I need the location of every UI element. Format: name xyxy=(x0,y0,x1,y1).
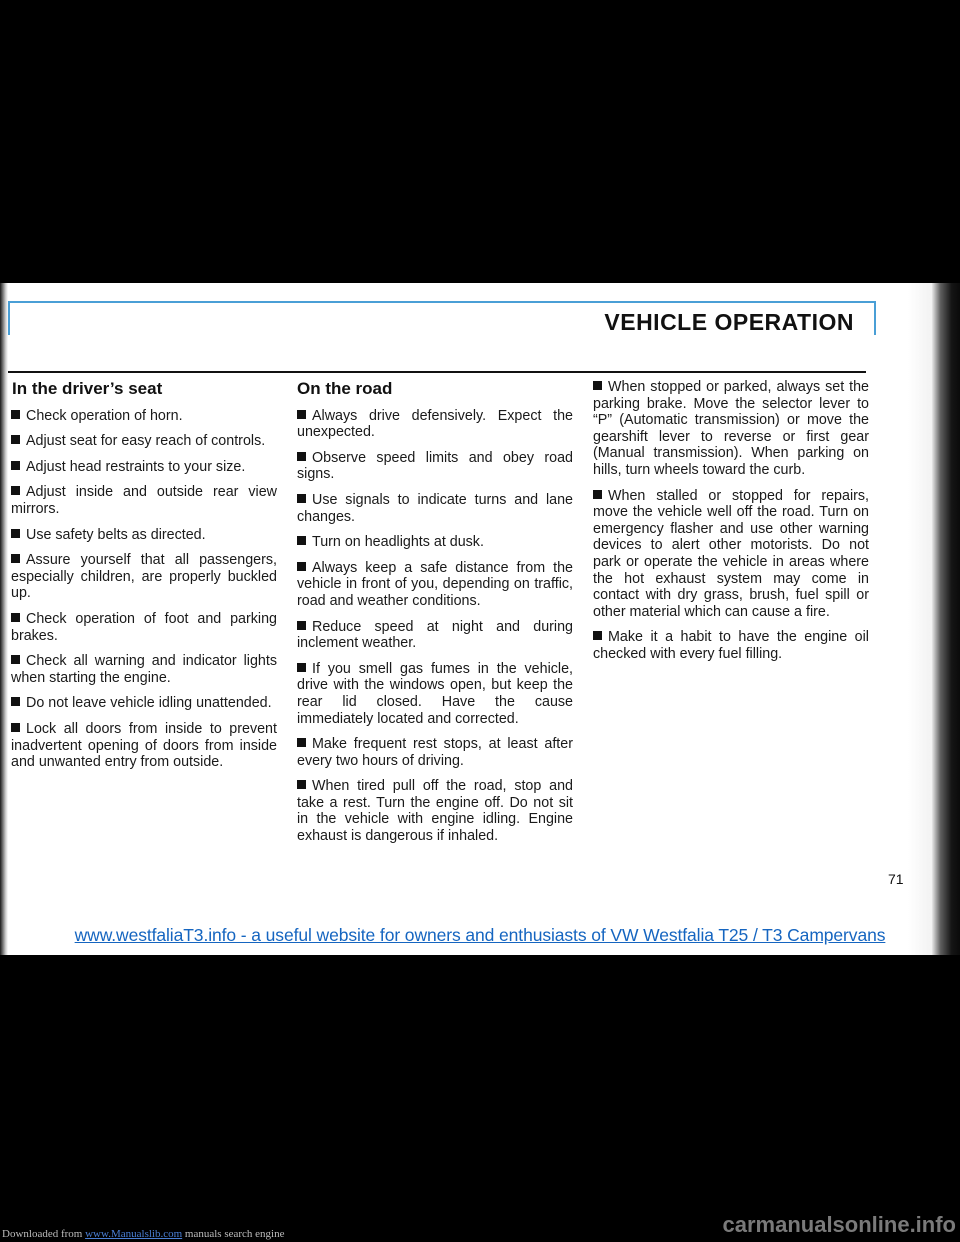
list-item-text: Use safety belts as directed. xyxy=(26,526,206,543)
section-title: VEHICLE OPERATION xyxy=(604,309,854,335)
list-item-text: Observe speed limits and obey road signs. xyxy=(297,449,573,483)
list-item xyxy=(593,488,869,621)
list-item-text: When tired pull off the road, stop and take a rest. Turn the engine off. Do not sit in the vehicle with engine idling. Engine exhaust is dangerous if inhaled. xyxy=(297,778,573,845)
list-item-text: Make frequent rest stops, at least after every two hours of driving. xyxy=(297,736,573,769)
square-bullet-icon xyxy=(297,410,306,419)
top-black-margin xyxy=(0,0,960,283)
square-bullet-icon xyxy=(297,621,306,630)
list-item-text: Always keep a safe distance from the vehicle in front of you, depending on traffic, road and weather conditions. xyxy=(297,559,573,609)
list-item xyxy=(297,408,573,441)
list-item-text: When stalled or stopped for repairs, move the vehicle well off the road. Turn on emergency flasher and use other warning devices to alert other motorists. Do not park or operate the vehicle in areas where the hot exhaust system may come in contact with dry grass, brush, fuel spill or other material which can cause a fire. xyxy=(593,487,869,620)
list-item-text: Turn on headlights at dusk. xyxy=(312,534,484,551)
checklist xyxy=(593,379,869,663)
square-bullet-icon xyxy=(11,435,20,444)
checklist xyxy=(8,408,277,771)
list-item-text: Always drive defensively. Expect the unexpected. xyxy=(297,407,573,441)
list-item-text: Lock all doors from inside to prevent inadvertent opening of doors from inside and unwanted entry from outside. xyxy=(11,720,277,771)
list-item xyxy=(8,459,277,476)
square-bullet-icon xyxy=(297,738,306,747)
square-bullet-icon xyxy=(11,697,20,706)
square-bullet-icon xyxy=(11,613,20,622)
list-item-text: If you smell gas fumes in the vehicle, drive with the windows open, but keep the rear lid closed. Have the cause immediately located and corrected. xyxy=(297,660,573,727)
list-item-text: Make it a habit to have the engine oil checked with every fuel filling. xyxy=(593,629,869,662)
list-item-text: Adjust head restraints to your size. xyxy=(26,458,246,475)
list-item xyxy=(8,433,277,450)
list-item-text: Adjust seat for easy reach of controls. xyxy=(26,433,266,450)
download-suffix: manuals search engine xyxy=(182,1228,285,1240)
list-item xyxy=(593,379,869,479)
square-bullet-icon xyxy=(297,536,306,545)
list-item xyxy=(297,450,573,483)
square-bullet-icon xyxy=(593,381,602,390)
list-item-text: Check operation of horn. xyxy=(26,407,183,424)
square-bullet-icon xyxy=(11,554,20,563)
square-bullet-icon xyxy=(297,452,306,461)
list-item xyxy=(297,534,573,551)
column-drivers-seat xyxy=(8,379,277,780)
list-item xyxy=(8,408,277,425)
square-bullet-icon xyxy=(593,631,602,640)
download-prefix: Downloaded from xyxy=(2,1228,86,1240)
square-bullet-icon xyxy=(297,562,306,571)
list-item xyxy=(8,552,277,602)
list-item xyxy=(8,527,277,544)
list-item xyxy=(297,661,573,727)
list-item-text: Check operation of foot and parking brakes. xyxy=(11,610,277,644)
brand-watermark: carmanualsonline.info xyxy=(722,1212,956,1237)
column-parking-and-stops xyxy=(593,379,869,672)
page-binding-edge xyxy=(932,283,960,955)
square-bullet-icon xyxy=(11,486,20,495)
list-item-text: Do not leave vehicle idling unattended. xyxy=(26,695,272,712)
square-bullet-icon xyxy=(11,461,20,470)
page-right-shade xyxy=(908,283,932,955)
list-item xyxy=(8,695,277,712)
list-item xyxy=(593,629,869,662)
page-number: 71 xyxy=(888,871,904,887)
list-item xyxy=(297,736,573,769)
square-bullet-icon xyxy=(297,663,306,672)
download-footer xyxy=(2,1228,284,1240)
list-item-text: Use signals to indicate turns and lane changes. xyxy=(297,491,573,525)
manual-page xyxy=(0,283,960,955)
square-bullet-icon xyxy=(11,410,20,419)
list-item xyxy=(8,653,277,686)
column-on-the-road xyxy=(297,379,573,854)
column-heading: On the road xyxy=(297,379,393,398)
square-bullet-icon xyxy=(11,723,20,732)
checklist xyxy=(297,408,573,845)
list-item xyxy=(8,611,277,644)
bottom-black-margin xyxy=(0,955,960,1242)
square-bullet-icon xyxy=(11,529,20,538)
square-bullet-icon xyxy=(593,490,602,499)
page-left-shadow xyxy=(0,283,8,955)
list-item-text: When stopped or parked, always set the parking brake. Move the selector lever to “P” (Automatic transmission) or move the gearshift lever to reverse or first gear (Manual transmission). When parking on hills, turn wheels toward the curb. xyxy=(593,379,869,478)
list-item-text: Check all warning and indicator lights when starting the engine. xyxy=(11,653,277,686)
column-heading: In the driver’s seat xyxy=(12,379,163,398)
list-item-text: Adjust inside and outside rear view mirrors. xyxy=(11,484,277,517)
list-item xyxy=(297,492,573,525)
list-item-text: Reduce speed at night and during inclement weather. xyxy=(297,618,573,652)
list-item xyxy=(8,721,277,771)
list-item xyxy=(297,619,573,652)
square-bullet-icon xyxy=(297,780,306,789)
header-rule xyxy=(8,371,866,373)
list-item xyxy=(297,560,573,610)
list-item xyxy=(297,778,573,844)
section-header-frame xyxy=(8,301,876,335)
square-bullet-icon xyxy=(297,494,306,503)
westfalia-watermark-link[interactable]: www.westfaliaT3.info - a useful website for owners and enthusiasts of VW Westfalia T25 / T3 Campervans xyxy=(74,925,886,945)
square-bullet-icon xyxy=(11,655,20,664)
list-item-text: Assure yourself that all passengers, especially children, are properly buckled up. xyxy=(11,552,277,602)
list-item xyxy=(8,484,277,517)
manualslib-link[interactable]: www.Manualslib.com xyxy=(85,1228,183,1240)
